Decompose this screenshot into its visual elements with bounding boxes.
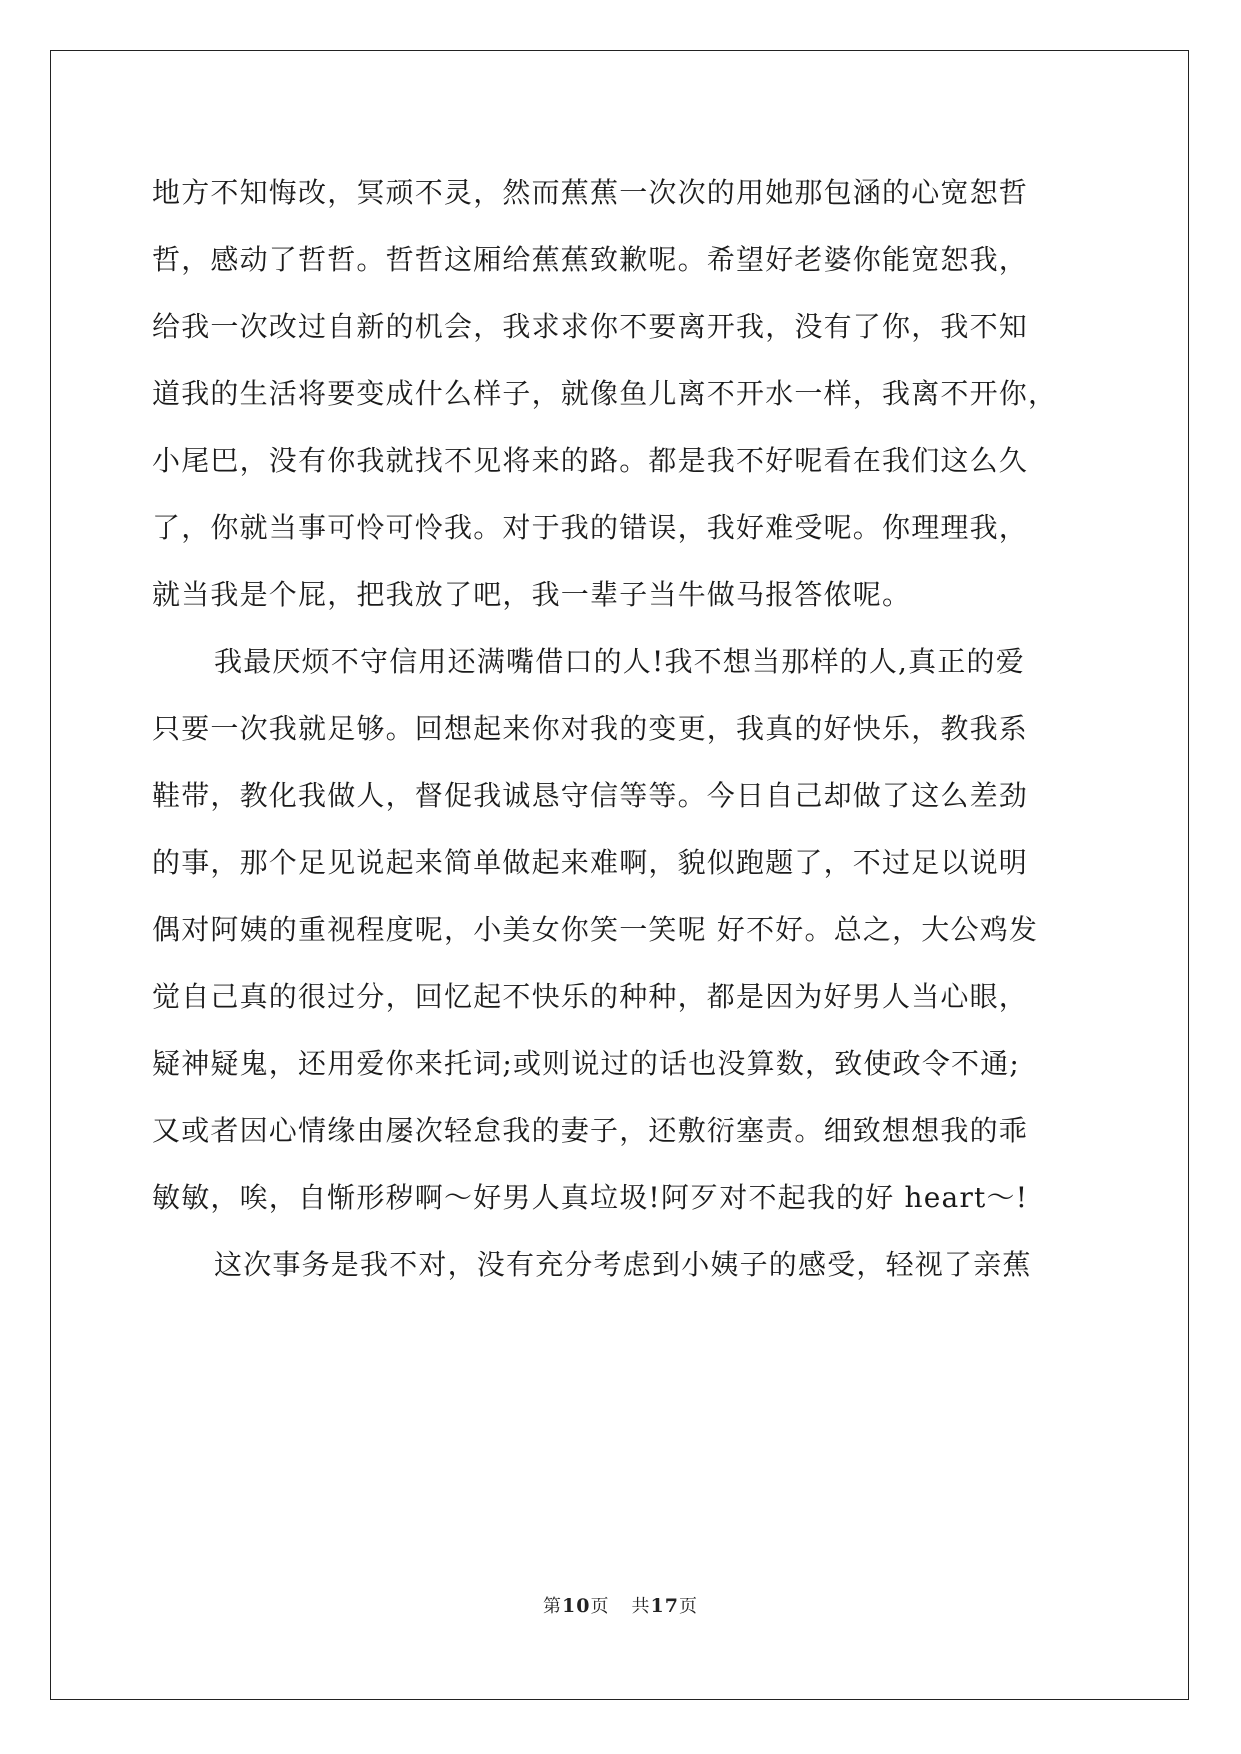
text-line-1: 地方不知悔改，冥顽不灵，然而蕉蕉一次次的用她那包涵的心宽恕哲 — [152, 176, 1029, 209]
text-line-6: 了，你就当事可怜可怜我。对于我的错误，我好难受呢。你理理我， — [152, 511, 1029, 544]
text-line-5: 小尾巴，没有你我就找不见将来的路。都是我不好呢看在我们这么久 — [152, 444, 1029, 477]
current-page-number: 10 — [562, 1595, 591, 1617]
text-line-17: 这次事务是我不对，没有充分考虑到小姨子的感受，轻视了亲蕉 — [214, 1248, 1032, 1281]
text-line-11: 的事，那个足见说起来简单做起来难啊，貌似跑题了，不过足以说明 — [152, 846, 1029, 879]
text-line-12: 偶对阿姨的重视程度呢，小美女你笑一笑呢 好不好。总之，大公鸡发 — [152, 913, 1039, 946]
text-line-3: 给我一次改过自新的机会，我求求你不要离开我，没有了你，我不知 — [152, 310, 1029, 343]
text-line-8: 我最厌烦不守信用还满嘴借口的人!我不想当那样的人,真正的爱 — [214, 645, 1025, 678]
footer-total-suffix: 页 — [678, 1596, 698, 1617]
total-pages-number: 17 — [650, 1595, 679, 1617]
footer-page-suffix: 页 — [590, 1596, 610, 1617]
text-line-4: 道我的生活将要变成什么样子，就像鱼儿离不开水一样，我离不开你， — [152, 377, 1058, 410]
page-footer — [0, 1592, 1241, 1618]
text-line-7: 就当我是个屁，把我放了吧，我一辈子当牛做马报答侬呢。 — [152, 578, 912, 611]
text-line-15: 又或者因心情缘由屡次轻怠我的妻子，还敷衍塞责。细致想想我的乖 — [152, 1114, 1029, 1147]
text-line-16: 敏敏，唉，自惭形秽啊～好男人真垃圾!阿歹对不起我的好 heart～! — [152, 1181, 1029, 1214]
footer-page-prefix: 第 — [543, 1596, 563, 1617]
text-line-10: 鞋带，教化我做人，督促我诚恳守信等等。今日自己却做了这么差劲 — [152, 779, 1029, 812]
text-line-9: 只要一次我就足够。回想起来你对我的变更，我真的好快乐，教我系 — [152, 712, 1029, 745]
footer-total-prefix: 共 — [631, 1596, 651, 1617]
text-line-14: 疑神疑鬼，还用爱你来托词;或则说过的话也没算数，致使政令不通; — [152, 1047, 1021, 1080]
document-body — [152, 163, 1102, 1302]
text-line-2: 哲，感动了哲哲。哲哲这厢给蕉蕉致歉呢。希望好老婆你能宽恕我， — [152, 243, 1029, 276]
text-line-13: 觉自己真的很过分，回忆起不快乐的种种，都是因为好男人当心眼， — [152, 980, 1029, 1013]
